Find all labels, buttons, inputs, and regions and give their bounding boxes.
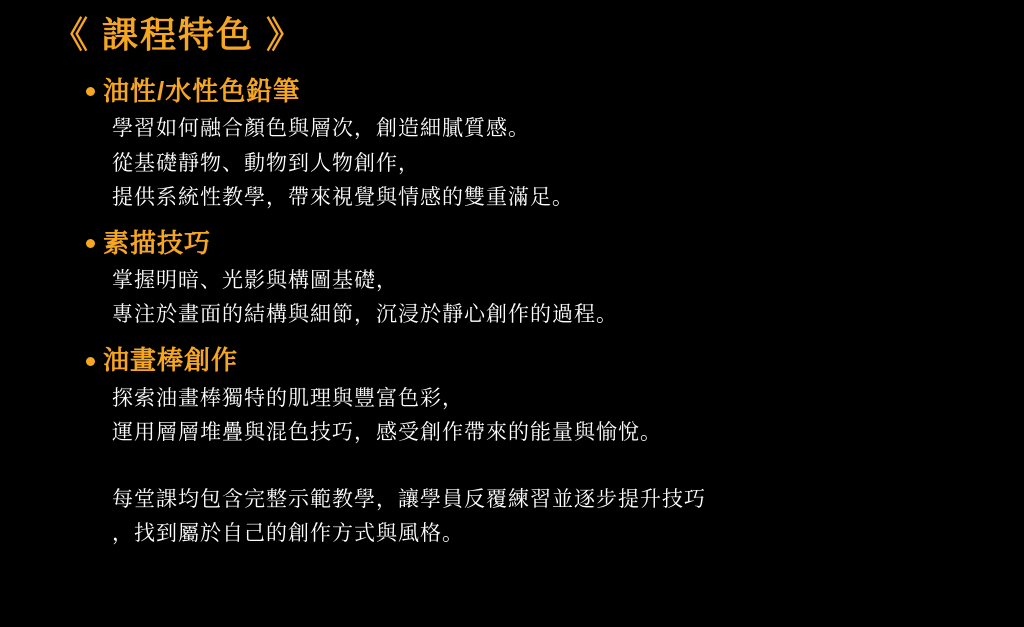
body-line: 從基礎靜物、動物到人物創作， bbox=[112, 151, 420, 175]
body-line: 提供系統性教學，帶來視覺與情感的雙重滿足。 bbox=[112, 185, 574, 209]
closing-line: 每堂課均包含完整示範教學，讓學員反覆練習並逐步提升技巧 bbox=[112, 487, 706, 511]
feature-section bbox=[86, 225, 1024, 333]
feature-section-list bbox=[86, 73, 1024, 450]
body-line: 探索油畫棒獨特的肌理與豐富色彩， bbox=[112, 386, 464, 410]
feature-section-body bbox=[112, 112, 1024, 214]
bullet-dot-icon bbox=[86, 87, 95, 96]
feature-section bbox=[86, 342, 1024, 450]
feature-section-heading-label: 油畫棒創作 bbox=[103, 345, 239, 376]
feature-section-body bbox=[112, 264, 1024, 332]
body-line: 運用層層堆疊與混色技巧，感受創作帶來的能量與愉悅。 bbox=[112, 420, 662, 444]
bullet-dot-icon bbox=[86, 239, 95, 248]
spacer bbox=[0, 460, 1024, 481]
body-line: 專注於畫面的結構與細節，沉浸於靜心創作的過程。 bbox=[112, 303, 618, 327]
closing-note bbox=[112, 483, 1024, 551]
feature-section bbox=[86, 73, 1024, 215]
page-title: 《 課程特色 》 bbox=[52, 14, 305, 55]
body-line: 掌握明暗、光影與構圖基礎， bbox=[112, 269, 398, 293]
feature-section-heading-label: 素描技巧 bbox=[103, 227, 212, 258]
feature-section-heading bbox=[86, 342, 1024, 380]
bullet-dot-icon bbox=[86, 357, 95, 366]
feature-section-heading bbox=[86, 225, 1024, 263]
feature-section-body bbox=[112, 382, 1024, 450]
feature-section-heading bbox=[86, 73, 1024, 111]
body-line: 學習如何融合顏色與層次，創造細膩質感。 bbox=[112, 117, 530, 141]
feature-section-heading-label: 油性/水性色鉛筆 bbox=[103, 75, 301, 106]
closing-line: ，找到屬於自己的創作方式與風格。 bbox=[112, 521, 464, 545]
